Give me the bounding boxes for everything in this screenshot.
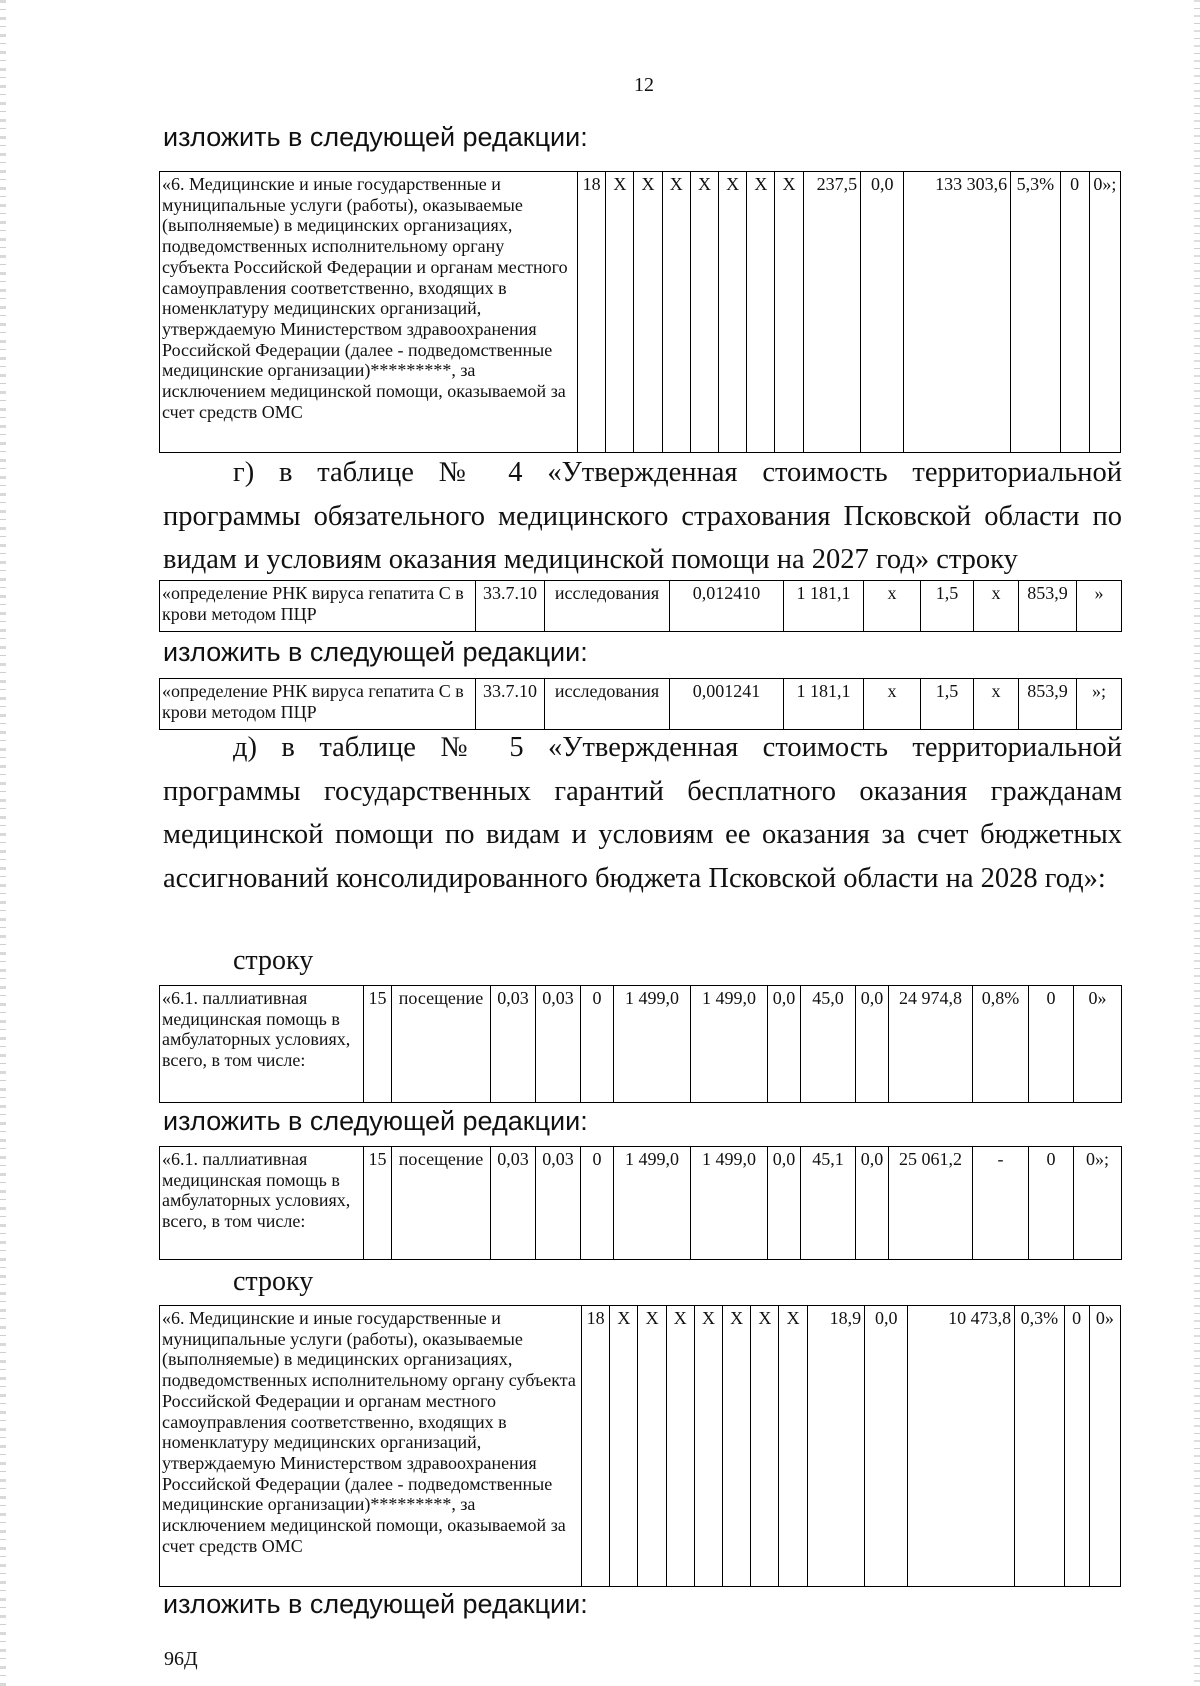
table-cell: 15: [364, 1147, 392, 1260]
table-cell: 0,001241: [670, 679, 784, 730]
table-cell: 0: [581, 1147, 614, 1260]
table-cell: 237,5: [803, 172, 860, 453]
table-cell: 1 499,0: [691, 1147, 768, 1260]
service-description: «6.1. паллиативная медицинская помощь в амбулаторных условиях, всего, в том числе:: [160, 1147, 364, 1260]
redaction-line-3: изложить в следующей редакции:: [163, 1106, 588, 1136]
redaction-line-1: изложить в следующей редакции:: [163, 122, 588, 152]
table-cell: 853,9: [1019, 581, 1077, 632]
table-cell: 0»: [1089, 1306, 1120, 1587]
table-cell: X: [719, 172, 747, 453]
table-cell: X: [634, 172, 662, 453]
scan-edge-right: [1194, 0, 1200, 1686]
table-row-palliative-new: [159, 1146, 1122, 1260]
table-cell: 0,3%: [1015, 1306, 1064, 1587]
table-cell: X: [610, 1306, 638, 1587]
table-cell: 18: [582, 1306, 610, 1587]
footer-code: 96Д: [164, 1648, 198, 1670]
table-cell: исследования: [545, 581, 670, 632]
table-cell: 0»;: [1074, 1147, 1122, 1260]
table-cell: X: [666, 1306, 694, 1587]
table-cell: 15: [364, 986, 392, 1103]
table-cell: 853,9: [1019, 679, 1077, 730]
table-cell: 45,0: [801, 986, 856, 1103]
table-cell: »: [1077, 581, 1122, 632]
table-cell: посещение: [392, 1147, 491, 1260]
table-cell: 0,0: [856, 1147, 889, 1260]
table-cell: 0: [1029, 986, 1074, 1103]
table-cell: 33.7.10: [476, 581, 545, 632]
table-cell: 133 303,6: [904, 172, 1011, 453]
table-cell: 10 473,8: [908, 1306, 1015, 1587]
table-cell: X: [751, 1306, 779, 1587]
stroku-label-1: строку: [233, 945, 314, 976]
table-cell: 0,012410: [670, 581, 784, 632]
table-cell: 1 181,1: [784, 581, 864, 632]
table-cell: 0: [1060, 172, 1089, 453]
table-cell: х: [864, 679, 921, 730]
table-cell: 1 499,0: [691, 986, 768, 1103]
table-cell: 0,0: [861, 172, 904, 453]
table-cell: X: [779, 1306, 807, 1587]
table-cell: 1,5: [921, 581, 974, 632]
table-row-hcv-old: [159, 580, 1122, 632]
redaction-line-4: изложить в следующей редакции:: [163, 1589, 588, 1619]
table-cell: X: [723, 1306, 751, 1587]
table-row-services-old-2028: [159, 1305, 1121, 1587]
table-cell: исследования: [545, 679, 670, 730]
redaction-line-2: изложить в следующей редакции:: [163, 637, 588, 667]
scan-edge-left: [0, 0, 6, 1686]
table-cell: 0,0: [865, 1306, 908, 1587]
table-cell: »;: [1077, 679, 1122, 730]
table-cell: 45,1: [801, 1147, 856, 1260]
table-cell: 18,9: [807, 1306, 864, 1587]
table-cell: 0,03: [536, 986, 581, 1103]
paragraph-g: г) в таблице № 4 «Утвержденная стоимость территориальной программы обязательного медицинского страхования Псковской области по видам и условиям оказания медицинской помощи на 2027 год» строку: [163, 457, 1122, 575]
table-cell: х: [974, 679, 1019, 730]
service-description: «6. Медицинские и иные государственные и муниципальные услуги (работы), оказываемые (выполняемые) в медицинских организациях, подведомственных исполнительному органу субъекта Российской Федерации и органам местного самоуправления соответственно, входящих в номенклатуру медицинских организаций, утверждаемую Министерством здравоохранения Российской Федерации (далее - подведомственные медицинские организации)*********, за исключением медицинской помощи, оказываемой за счет средств ОМС: [160, 1306, 582, 1587]
table-cell: 0: [1064, 1306, 1089, 1587]
page-number: 12: [634, 74, 654, 96]
table-cell: 1,5: [921, 679, 974, 730]
table-cell: 25 061,2: [889, 1147, 973, 1260]
table-cell: 18: [578, 172, 606, 453]
service-description: «определение РНК вируса гепатита С в крови методом ПЦР: [160, 679, 476, 730]
table-cell: х: [864, 581, 921, 632]
table-cell: 0,03: [491, 986, 536, 1103]
table-cell: 0,0: [768, 986, 801, 1103]
table-cell: X: [606, 172, 634, 453]
service-description: «6.1. паллиативная медицинская помощь в амбулаторных условиях, всего, в том числе:: [160, 986, 364, 1103]
table-row-hcv-new: [159, 678, 1122, 730]
table-cell: х: [974, 581, 1019, 632]
table-cell: 5,3%: [1011, 172, 1060, 453]
table-cell: X: [690, 172, 718, 453]
table-cell: 0»: [1074, 986, 1122, 1103]
table-cell: 1 499,0: [614, 1147, 691, 1260]
table-cell: 1 181,1: [784, 679, 864, 730]
table-cell: X: [662, 172, 690, 453]
table-cell: 0,03: [536, 1147, 581, 1260]
table-cell: 0,0: [856, 986, 889, 1103]
service-description: «6. Медицинские и иные государственные и муниципальные услуги (работы), оказываемые (выполняемые) в медицинских организациях, подведомственных исполнительному органу субъекта Российской Федерации и органам местного самоуправления соответственно, входящих в номенклатуру медицинских организаций, утверждаемую Министерством здравоохранения Российской Федерации (далее - подведомственные медицинские организации)*********, за исключением медицинской помощи, оказываемой за счет средств ОМС: [160, 172, 578, 453]
service-description: «определение РНК вируса гепатита С в крови методом ПЦР: [160, 581, 476, 632]
table-cell: 0,03: [491, 1147, 536, 1260]
table-cell: 0,0: [768, 1147, 801, 1260]
table-cell: 0: [1029, 1147, 1074, 1260]
stroku-label-2: строку: [233, 1266, 314, 1297]
table-cell: 0,8%: [973, 986, 1029, 1103]
table-cell: 1 499,0: [614, 986, 691, 1103]
table-row-services-old-2027: [159, 171, 1121, 453]
table-cell: X: [638, 1306, 666, 1587]
table-cell: посещение: [392, 986, 491, 1103]
table-cell: 33.7.10: [476, 679, 545, 730]
paragraph-d: д) в таблице № 5 «Утвержденная стоимость территориальной программы государственных гарантий бесплатного оказания гражданам медицинской помощи по видам и условиям ее оказания за счет бюджетных ассигнований консолидированного бюджета Псковской области на 2028 год»:: [163, 732, 1122, 894]
table-cell: X: [747, 172, 775, 453]
table-cell: 0: [581, 986, 614, 1103]
table-cell: -: [973, 1147, 1029, 1260]
table-cell: X: [694, 1306, 722, 1587]
table-cell: 24 974,8: [889, 986, 973, 1103]
table-row-palliative-old: [159, 985, 1122, 1103]
table-cell: X: [775, 172, 803, 453]
table-cell: 0»;: [1089, 172, 1120, 453]
